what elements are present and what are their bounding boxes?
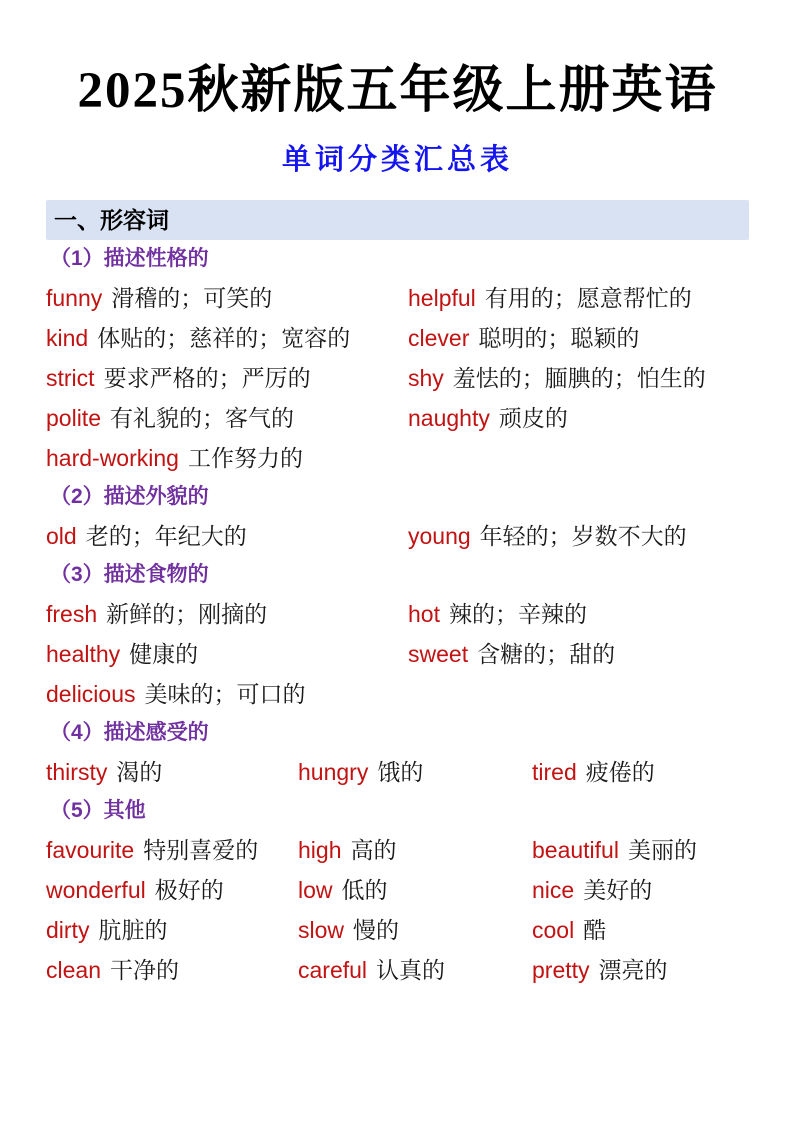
english-word: beautiful: [532, 836, 619, 863]
chinese-meaning: 年轻的；岁数不大的: [479, 522, 687, 549]
english-word: kind: [46, 324, 89, 351]
english-word: slow: [298, 916, 345, 943]
english-word: polite: [46, 404, 101, 431]
word-entry: [298, 752, 532, 792]
chinese-meaning: 极好的: [154, 876, 224, 903]
chinese-meaning: 饿的: [377, 758, 424, 785]
word-entry: [408, 278, 749, 318]
word-entry: [532, 910, 749, 950]
chinese-meaning: 辣的；辛辣的: [448, 600, 587, 627]
word-row: [46, 752, 749, 792]
word-row: [46, 438, 749, 478]
subsection-2: [46, 478, 749, 556]
word-row: [46, 830, 749, 870]
chinese-meaning: 干净的: [109, 956, 179, 983]
word-sections: [46, 240, 749, 990]
word-entry: [298, 870, 532, 910]
chinese-meaning: 健康的: [129, 640, 199, 667]
chinese-meaning: 顽皮的: [498, 404, 568, 431]
word-entry: [532, 830, 749, 870]
word-entry: [408, 318, 749, 358]
subsection-label: （4）描述感受的: [50, 720, 209, 744]
word-row: [46, 634, 749, 674]
word-entry: [46, 870, 298, 910]
chinese-meaning: 体贴的；慈祥的；宽容的: [97, 324, 351, 351]
subsection-label: （1）描述性格的: [50, 246, 209, 270]
english-word: thirsty: [46, 758, 108, 785]
subsection-3: [46, 556, 749, 714]
subsection-label: （3）描述食物的: [50, 562, 209, 586]
english-word: funny: [46, 284, 103, 311]
english-word: hungry: [298, 758, 369, 785]
word-row: [46, 910, 749, 950]
word-entry: [408, 634, 749, 674]
english-word: fresh: [46, 600, 98, 627]
word-row: [46, 870, 749, 910]
subsection-label: （5）其他: [50, 798, 146, 822]
word-entry: [408, 516, 749, 556]
chinese-meaning: 美丽的: [627, 836, 697, 863]
word-row: [46, 950, 749, 990]
word-row: [46, 358, 749, 398]
word-row: [46, 674, 749, 714]
word-entry: [532, 870, 749, 910]
word-row: [46, 516, 749, 556]
english-word: naughty: [408, 404, 490, 431]
word-entry: [46, 318, 408, 358]
chinese-meaning: 酷: [583, 916, 607, 943]
word-row: [46, 594, 749, 634]
chinese-meaning: 疲倦的: [585, 758, 655, 785]
word-entry: [46, 752, 298, 792]
chinese-meaning: 美味的；可口的: [144, 680, 306, 707]
english-word: clever: [408, 324, 470, 351]
word-entry: [408, 594, 749, 634]
word-entry: [46, 950, 298, 990]
word-entry: [532, 950, 749, 990]
word-entry: [46, 830, 298, 870]
subsection-4: [46, 714, 749, 792]
chinese-meaning: 聪明的；聪颖的: [478, 324, 640, 351]
word-entry: [46, 278, 408, 318]
english-word: hot: [408, 600, 440, 627]
english-word: pretty: [532, 956, 590, 983]
chinese-meaning: 特别喜爱的: [143, 836, 259, 863]
chinese-meaning: 工作努力的: [187, 444, 303, 471]
subsection-5: [46, 792, 749, 990]
word-entry: [298, 950, 532, 990]
english-word: healthy: [46, 640, 121, 667]
word-entry: [408, 398, 749, 438]
word-row: [46, 318, 749, 358]
english-word: shy: [408, 364, 444, 391]
english-word: careful: [298, 956, 368, 983]
chinese-meaning: 有用的；愿意帮忙的: [484, 284, 692, 311]
english-word: helpful: [408, 284, 476, 311]
english-word: nice: [532, 876, 575, 903]
word-entry: [46, 674, 408, 714]
section-header-adjectives: [46, 200, 749, 240]
chinese-meaning: 渴的: [116, 758, 163, 785]
word-entry: [298, 910, 532, 950]
chinese-meaning: 新鲜的；刚摘的: [106, 600, 268, 627]
english-word: young: [408, 522, 471, 549]
chinese-meaning: 有礼貌的；客气的: [109, 404, 294, 431]
chinese-meaning: 滑稽的；可笑的: [111, 284, 273, 311]
page-title: 2025秋新版五年级上册英语: [77, 63, 718, 119]
english-word: delicious: [46, 680, 136, 707]
word-entry: [46, 358, 408, 398]
word-entry: [46, 516, 408, 556]
chinese-meaning: 要求严格的；严厉的: [103, 364, 311, 391]
english-word: high: [298, 836, 342, 863]
english-word: hard-working: [46, 444, 179, 471]
english-word: dirty: [46, 916, 90, 943]
chinese-meaning: 老的；年纪大的: [85, 522, 247, 549]
page-subtitle: 单词分类汇总表: [281, 143, 513, 176]
chinese-meaning: 含糖的；甜的: [477, 640, 616, 667]
english-word: favourite: [46, 836, 135, 863]
english-word: sweet: [408, 640, 469, 667]
section-header-label: 一、形容词: [54, 206, 169, 233]
chinese-meaning: 美好的: [583, 876, 653, 903]
english-word: clean: [46, 956, 101, 983]
english-word: strict: [46, 364, 95, 391]
word-entry: [46, 594, 408, 634]
subsection-label: （2）描述外貌的: [50, 484, 209, 508]
word-row: [46, 278, 749, 318]
word-entry: [298, 830, 532, 870]
chinese-meaning: 高的: [350, 836, 397, 863]
chinese-meaning: 低的: [341, 876, 388, 903]
chinese-meaning: 慢的: [353, 916, 400, 943]
english-word: wonderful: [46, 876, 146, 903]
chinese-meaning: 漂亮的: [598, 956, 668, 983]
word-entry: [532, 752, 749, 792]
word-entry: [46, 398, 408, 438]
english-word: old: [46, 522, 77, 549]
english-word: tired: [532, 758, 577, 785]
word-entry: [46, 634, 408, 674]
chinese-meaning: 肮脏的: [98, 916, 168, 943]
chinese-meaning: 认真的: [376, 956, 446, 983]
word-entry: [46, 438, 408, 478]
word-row: [46, 398, 749, 438]
english-word: cool: [532, 916, 575, 943]
subsection-1: [46, 240, 749, 478]
word-entry: [46, 910, 298, 950]
english-word: low: [298, 876, 333, 903]
chinese-meaning: 羞怯的；腼腆的；怕生的: [452, 364, 706, 391]
word-entry: [408, 358, 749, 398]
